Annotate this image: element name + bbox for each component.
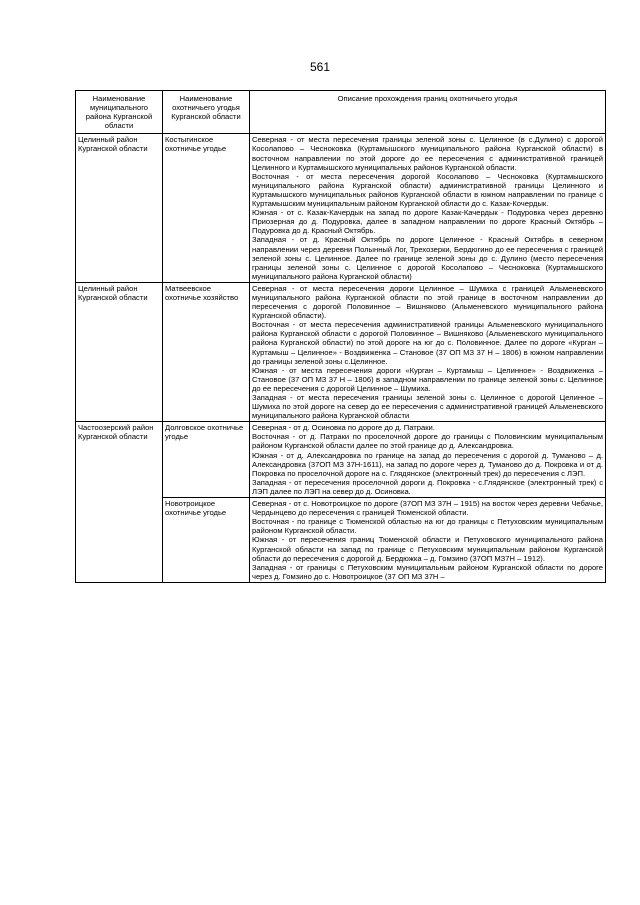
table-row: [76, 282, 606, 421]
description-cell: [250, 422, 606, 498]
district-cell: Целинный район Курганской области: [76, 282, 163, 421]
border-west: Западная - от д. Красный Октябрь по дороге Целинное - Красный Октябрь в северном направлении через деревни Полынный Лог, Трехозерки, Бердюгино до ее пересечения с границей зеленой зоны с. Целинное. Далее по границе зеленой зоны до с. Дулино (место пересечения границы зеленой зоны с. Целинное с дорогой Косолапово – Чесноковка (Куртамышского муниципального района Курганской области): [252, 235, 603, 281]
border-south: Южная - от с. Казак-Качердык на запад по дороге Казак-Качердык - Подуровка через деревню Приозерная до д. Подуровка, далее в западном направлении по дороге Красный Октябрь – Подуровка до д. Красный Октябрь.: [252, 208, 603, 236]
header-district: Наименование муниципального района Курганской области: [76, 91, 163, 134]
border-west: Западная - от пересечения проселочной дороги д. Покровка - с.Глядянское (электронный трек) с ЛЭП далее по ЛЭП на север до д. Осиновка.: [252, 477, 603, 496]
border-south: Южная - от пересечения границ Тюменской области и Петуховского муниципального района Курганской области на запад по границе с Петуховским муниципальным районом Курганской области до пересечения с дорогой д. Бердюжка – д. Гомзино (37ОП МЗ7Н – 1912).: [252, 535, 603, 563]
district-cell: Частоозерский район Курганской области: [76, 422, 163, 583]
border-north: Северная - от места пересечения дороги Целинное – Шумиха с границей Альменевского муниципального района Курганской области по этой границе в восточном направлении до пересечения с дорогой Половинное – Вишняково (Альменевского муниципального района Курганской области).: [252, 283, 603, 321]
border-north: Северная - от д. Осиновка по дороге до д. Патраки.: [252, 423, 435, 433]
border-west: Западная - от места пересечения границы зеленой зоны с. Целинное с дорогой Целинное – Шумиха по этой дороге на север до ее пересечения с административной границей Альменевского муниципального района Курганской области: [252, 393, 603, 421]
description-cell: [250, 498, 606, 583]
border-east: Восточная - от д. Патраки по проселочной дороге до границы с Половинским муниципальным районом Курганской области далее по этой границе до д. Александровка.: [252, 432, 603, 451]
header-description: Описание прохождения границ охотничьего угодья: [250, 91, 606, 134]
border-south: Южная - от места пересечения дороги «Курган – Куртамыш – Целинное» - Воздвиженка – Становое (37 ОП МЗ 37 Н – 1806) в западном направлении по границе зеленой зоны с. Целинное до ее пересечения с дорогой Целинное – Шумиха.: [252, 365, 603, 393]
district-cell: Целинный район Курганской области: [76, 134, 163, 283]
hunting-grounds-table: [75, 90, 606, 583]
border-north: Северная - от места пересечения границы зеленой зоны с. Целинное (в с.Дулино) с дорогой Косолапово – Чесноковка (Куртамышского муниципального района Курганской области) в восточном направлении по этой дороге до ее пересечения с административной границей Целинного и Куртамышского муниципальных районов Курганской области.: [252, 135, 603, 172]
hunting-ground-cell: Костыгинское охотничье угодье: [163, 134, 250, 283]
border-north: Северная - от с. Новотроицкое по дороге (37ОП МЗ 37Н – 1915) на восток через деревни Чебачье, Чердынцево до пересечения с границей Тюменской области.: [252, 499, 603, 518]
page-number: 561: [309, 60, 331, 74]
table-row: [76, 422, 606, 498]
hunting-ground-cell: Долговское охотничье угодье: [163, 422, 250, 498]
border-west: Западная - от границы с Петуховским муниципальным районом Курганской области по дороге через д. Гомзино до с. Новотроицкое (37 ОП МЗ 37Н –: [252, 562, 603, 581]
hunting-ground-cell: Матвеевское охотничье хозяйство: [163, 282, 250, 421]
border-east: Восточная - от места пересечения административной границы Альменевского муниципального района Курганской области с дорогой Половинное – Вишняково (Альменевского муниципального района Курганской области) по этой дороге на юг до с. Половинное. Далее по дороге «Курган – Куртамыш – Целинное» - Воздвиженка – Становое (37 ОП МЗ 37 Н – 1806) в южном направлении до границы зеленой зоны с.Целинное.: [252, 320, 603, 366]
description-cell: [250, 282, 606, 421]
hunting-ground-cell: Новотроицкое охотничье угодье: [163, 498, 250, 583]
table-header-row: [76, 91, 606, 134]
border-east: Восточная - по границе с Тюменской областью на юг до границы с Петуховским муниципальным районом Курганской области.: [252, 517, 603, 536]
header-hunting-ground: Наименование охотничьего угодья Курганской области: [163, 91, 250, 134]
border-east: Восточная - от места пересечения дорогой Косолапово – Чесноковка (Куртамышского муниципального района Курганской области) административной границы Целинного и Куртамышского муниципальных районов Курганской области в южном направлении по границе с Куртамышским муниципальным районом Курганской области до с. Казак-Кочердык.: [252, 171, 603, 209]
border-south: Южная - от д. Александровка по границе на запад до пересечения с дорогой д. Туманово – д. Александровка (37ОП МЗ 37Н-1611), на запад по дороге через д. Туманово до д. Покровка и от д. Покровка по проселочной дороге на с. Глядянское (электронный трек) до пересечения с ЛЭП.: [252, 450, 603, 478]
table-row: [76, 134, 606, 283]
description-cell: [250, 134, 606, 283]
